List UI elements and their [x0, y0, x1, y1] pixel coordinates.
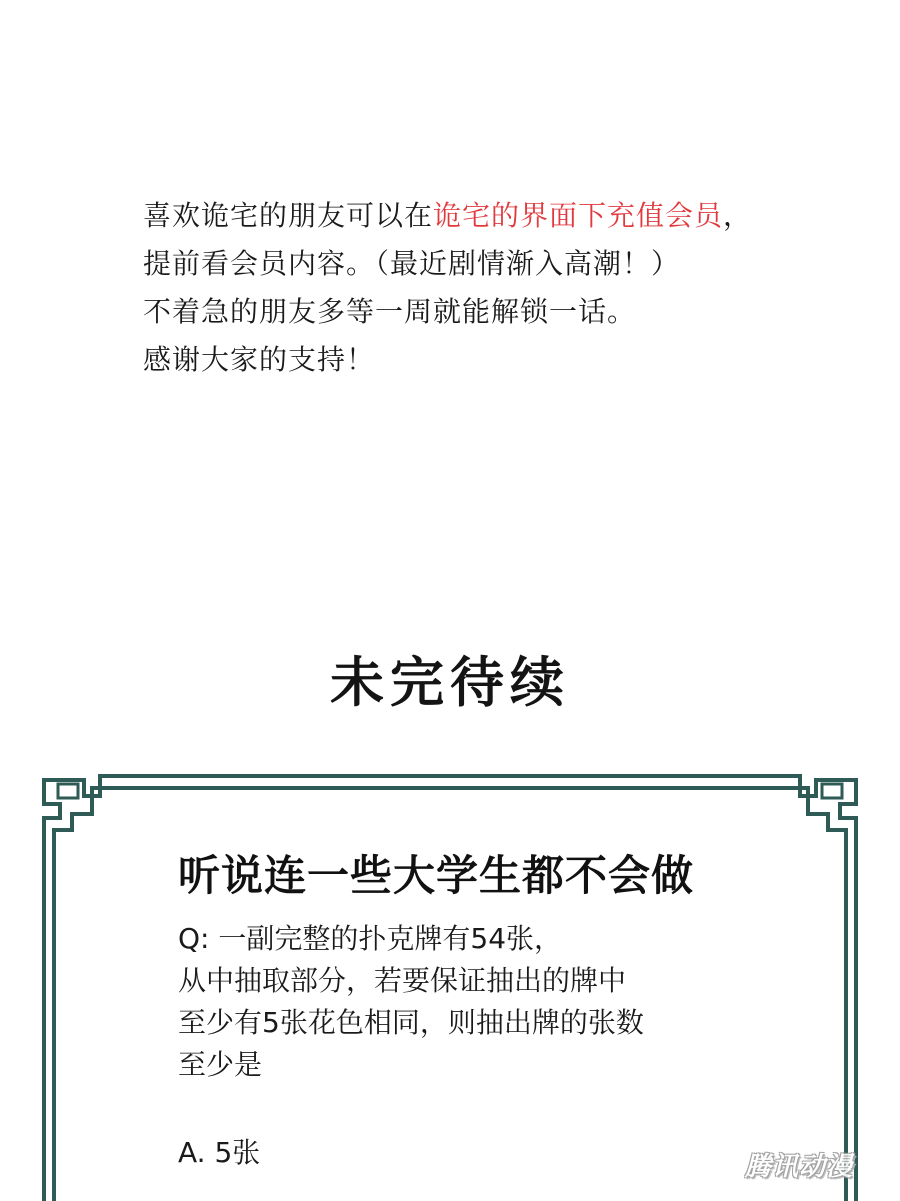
option-a[interactable]: A. 5张: [178, 1136, 261, 1169]
right-corner-knot: [822, 784, 842, 798]
quiz-card: [178, 848, 818, 1174]
notice-line-3: 不着急的朋友多等一周就能解锁一话。: [143, 295, 637, 328]
question-line-3: 至少有5张花色相同，则抽出牌的张数: [178, 1006, 644, 1039]
notice-text: [143, 192, 843, 384]
question-line-4: 至少是: [178, 1048, 263, 1081]
notice-line-1-prefix: 喜欢诡宅的朋友可以在: [143, 199, 434, 232]
site-watermark: 腾讯动漫: [745, 1152, 854, 1182]
question-line-1: Q: 一副完整的扑克牌有54张，: [178, 922, 563, 955]
notice-line-2: 提前看会员内容。（最近剧情渐入高潮！）: [143, 247, 681, 280]
question-line-2: 从中抽取部分，若要保证抽出的牌中: [178, 964, 627, 997]
vip-recharge-highlight: 诡宅的界面下充值会员: [433, 199, 724, 232]
notice-line-1-suffix: ，: [723, 199, 753, 232]
left-corner-knot: [58, 784, 78, 798]
to-be-continued-title: 未完待续: [330, 650, 570, 714]
notice-line-4: 感谢大家的支持！: [143, 343, 376, 376]
notice-line-1: [143, 192, 843, 240]
quiz-heading: 听说连一些大学生都不会做: [178, 851, 695, 900]
quiz-question: [178, 918, 818, 1086]
